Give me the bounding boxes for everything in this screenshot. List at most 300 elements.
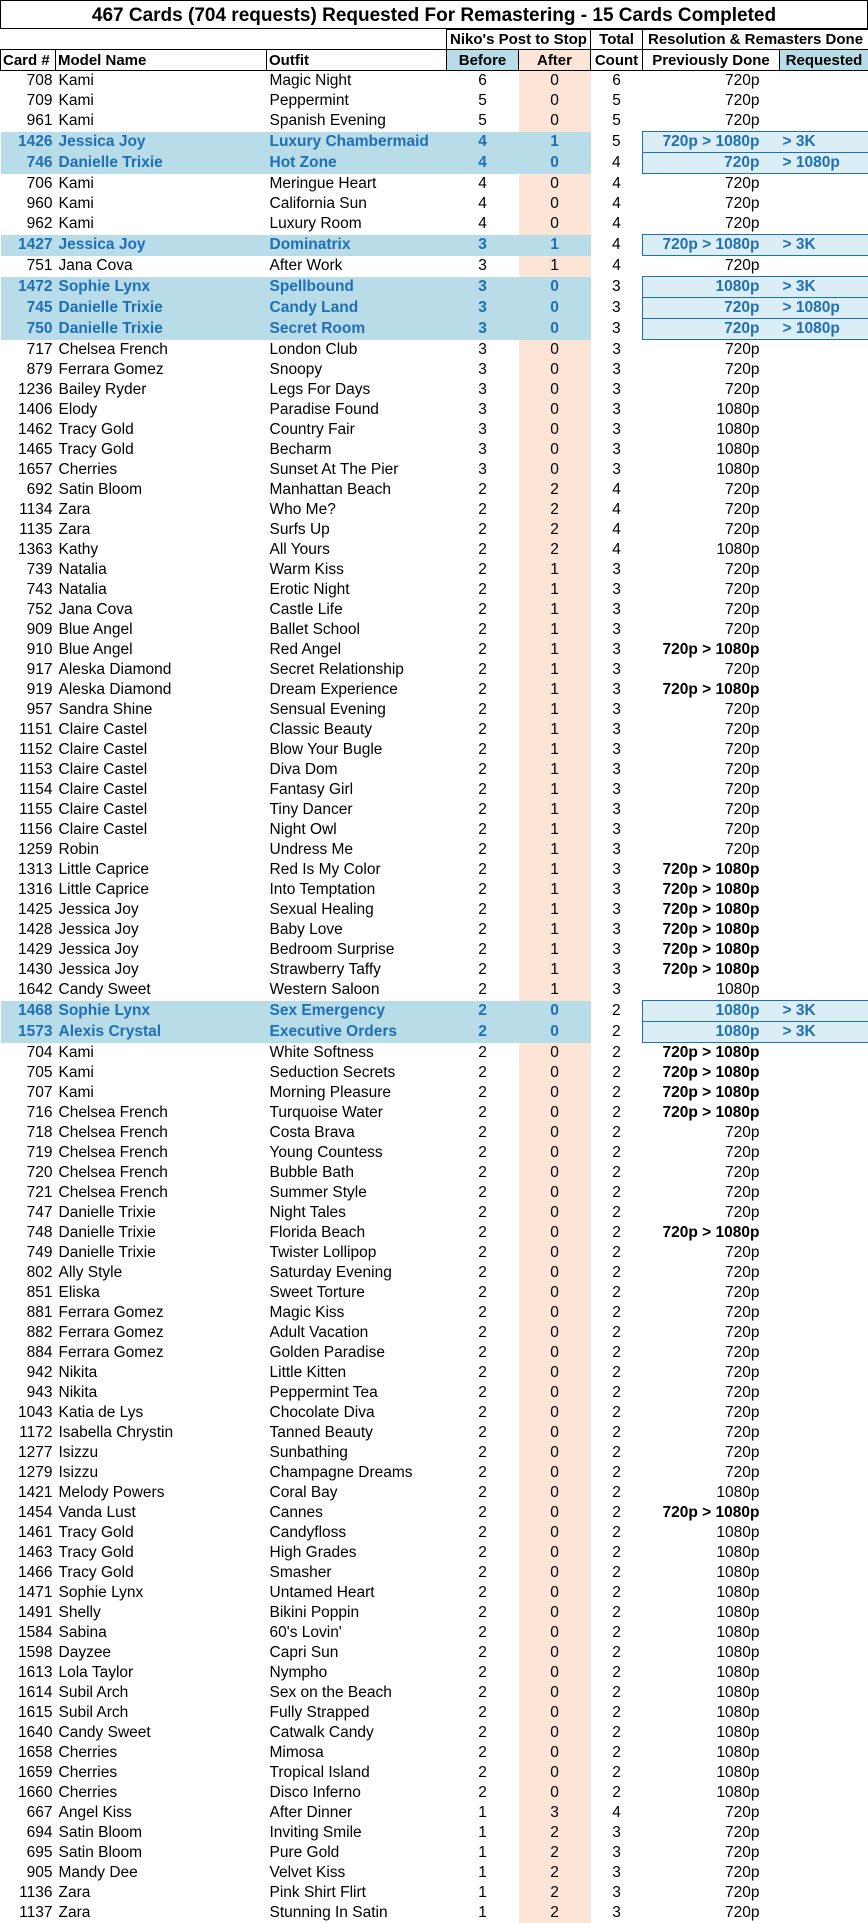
table-row	[1, 480, 868, 500]
total-count-cell: 3	[591, 1863, 643, 1883]
after-count-cell: 0	[519, 1143, 591, 1163]
outfit-cell: Costa Brava	[267, 1123, 447, 1143]
total-count-cell: 3	[591, 960, 643, 980]
requested-cell	[780, 1523, 868, 1543]
previously-done-cell: 1080p	[643, 1643, 780, 1663]
before-count-cell: 2	[447, 680, 519, 700]
outfit-cell: Diva Dom	[267, 760, 447, 780]
model-name-cell: Kami	[56, 1043, 267, 1064]
after-count-cell: 0	[519, 319, 591, 340]
before-count-cell: 2	[447, 940, 519, 960]
previously-done-cell: 720p	[643, 1243, 780, 1263]
before-count-cell: 3	[447, 400, 519, 420]
table-row	[1, 1022, 868, 1043]
table-row	[1, 1783, 868, 1803]
total-count-cell: 2	[591, 1383, 643, 1403]
before-count-cell: 2	[447, 520, 519, 540]
previously-done-cell: 720p	[643, 1383, 780, 1403]
before-count-cell: 2	[447, 1123, 519, 1143]
total-count-cell: 2	[591, 1001, 643, 1022]
model-name-cell: Satin Bloom	[56, 1823, 267, 1843]
total-count-cell: 3	[591, 720, 643, 740]
model-name-cell: Bailey Ryder	[56, 380, 267, 400]
model-name-cell: Kami	[56, 194, 267, 214]
outfit-cell: Bedroom Surprise	[267, 940, 447, 960]
card-number-cell: 1461	[1, 1523, 56, 1543]
after-count-cell: 2	[519, 1903, 591, 1923]
model-name-cell: Aleska Diamond	[56, 680, 267, 700]
model-name-cell: Kami	[56, 111, 267, 132]
previously-done-cell: 720p > 1080p	[643, 680, 780, 700]
previously-done-cell: 720p	[643, 153, 780, 174]
card-number-cell: 1406	[1, 400, 56, 420]
model-name-cell: Ferrara Gomez	[56, 1303, 267, 1323]
table-row	[1, 1423, 868, 1443]
previously-done-cell: 720p	[643, 1303, 780, 1323]
table-row	[1, 214, 868, 235]
outfit-cell: Candy Land	[267, 298, 447, 319]
previously-done-cell: 720p	[643, 1263, 780, 1283]
total-count-cell: 2	[591, 1603, 643, 1623]
outfit-cell: All Yours	[267, 540, 447, 560]
outfit-cell: Golden Paradise	[267, 1343, 447, 1363]
card-number-cell: 1657	[1, 460, 56, 480]
outfit-cell: Who Me?	[267, 500, 447, 520]
after-count-cell: 0	[519, 1763, 591, 1783]
outfit-cell: Ballet School	[267, 620, 447, 640]
requested-cell	[780, 1203, 868, 1223]
after-count-cell: 1	[519, 620, 591, 640]
before-count-cell: 4	[447, 132, 519, 153]
card-number-cell: 960	[1, 194, 56, 214]
previously-done-cell: 720p > 1080p	[643, 640, 780, 660]
previously-done-cell: 1080p	[643, 400, 780, 420]
outfit-cell: Champagne Dreams	[267, 1463, 447, 1483]
after-count-cell: 1	[519, 800, 591, 820]
model-name-cell: Jessica Joy	[56, 920, 267, 940]
model-name-cell: Sophie Lynx	[56, 1001, 267, 1022]
before-count-cell: 6	[447, 71, 519, 92]
model-name-cell: Katia de Lys	[56, 1403, 267, 1423]
total-group-header: Total	[591, 30, 643, 50]
previously-done-cell: 720p	[643, 820, 780, 840]
card-number-cell: 1172	[1, 1423, 56, 1443]
requested-cell	[780, 1903, 868, 1923]
total-count-cell: 2	[591, 1463, 643, 1483]
table-row	[1, 920, 868, 940]
model-name-cell: Blue Angel	[56, 640, 267, 660]
previously-done-cell: 720p	[643, 760, 780, 780]
before-count-cell: 2	[447, 580, 519, 600]
requested-cell: > 3K	[780, 277, 868, 298]
total-count-cell: 3	[591, 600, 643, 620]
requested-cell	[780, 1123, 868, 1143]
after-count-cell: 1	[519, 960, 591, 980]
after-count-cell: 0	[519, 1743, 591, 1763]
total-count-cell: 4	[591, 256, 643, 277]
before-count-cell: 2	[447, 700, 519, 720]
before-count-cell: 2	[447, 1183, 519, 1203]
model-name-cell: Little Caprice	[56, 880, 267, 900]
total-count-cell: 5	[591, 111, 643, 132]
card-number-cell: 802	[1, 1263, 56, 1283]
after-count-cell: 1	[519, 580, 591, 600]
outfit-cell: California Sun	[267, 194, 447, 214]
table-row	[1, 460, 868, 480]
requested-cell	[780, 580, 868, 600]
model-name-cell: Eliska	[56, 1283, 267, 1303]
before-count-cell: 2	[447, 1083, 519, 1103]
previously-done-cell: 720p	[643, 1323, 780, 1343]
outfit-cell: Pink Shirt Flirt	[267, 1883, 447, 1903]
before-count-cell: 2	[447, 660, 519, 680]
model-name-cell: Tracy Gold	[56, 440, 267, 460]
card-number-cell: 748	[1, 1223, 56, 1243]
total-count-cell: 4	[591, 214, 643, 235]
table-row	[1, 1383, 868, 1403]
after-count-cell: 0	[519, 1203, 591, 1223]
total-count-cell: 3	[591, 980, 643, 1001]
previously-done-cell: 1080p	[643, 1663, 780, 1683]
table-row	[1, 1883, 868, 1903]
card-number-cell: 1134	[1, 500, 56, 520]
before-count-cell: 2	[447, 1203, 519, 1223]
outfit-cell: Twister Lollipop	[267, 1243, 447, 1263]
card-number-cell: 1426	[1, 132, 56, 153]
card-number-cell: 1428	[1, 920, 56, 940]
model-name-cell: Kami	[56, 214, 267, 235]
total-count-cell: 3	[591, 1883, 643, 1903]
after-count-cell: 1	[519, 900, 591, 920]
requested-cell: > 3K	[780, 235, 868, 256]
card-number-cell: 1152	[1, 740, 56, 760]
table-row	[1, 1243, 868, 1263]
total-count-cell: 3	[591, 860, 643, 880]
before-count-cell: 3	[447, 277, 519, 298]
table-row	[1, 91, 868, 111]
table-row	[1, 700, 868, 720]
before-count-cell: 2	[447, 1343, 519, 1363]
table-row	[1, 1723, 868, 1743]
total-count-cell: 2	[591, 1123, 643, 1143]
total-count-cell: 2	[591, 1083, 643, 1103]
model-name-cell: Sandra Shine	[56, 700, 267, 720]
requested-cell	[780, 1283, 868, 1303]
before-count-cell: 2	[447, 1463, 519, 1483]
total-count-cell: 2	[591, 1743, 643, 1763]
card-number-cell: 1277	[1, 1443, 56, 1463]
after-count-cell: 0	[519, 1423, 591, 1443]
previously-done-cell: 720p	[643, 700, 780, 720]
outfit-cell: Adult Vacation	[267, 1323, 447, 1343]
model-name-cell: Jessica Joy	[56, 132, 267, 153]
after-count-cell: 0	[519, 1583, 591, 1603]
requested-cell	[780, 1783, 868, 1803]
outfit-cell: Sex Emergency	[267, 1001, 447, 1022]
after-count-cell: 1	[519, 920, 591, 940]
previously-done-cell: 720p > 1080p	[643, 940, 780, 960]
table-row	[1, 660, 868, 680]
after-count-cell: 0	[519, 1183, 591, 1203]
model-name-cell: Claire Castel	[56, 800, 267, 820]
before-count-cell: 2	[447, 740, 519, 760]
after-count-cell: 0	[519, 380, 591, 400]
total-count-cell: 2	[591, 1283, 643, 1303]
outfit-cell: Disco Inferno	[267, 1783, 447, 1803]
model-name-cell: Danielle Trixie	[56, 1203, 267, 1223]
requested-cell	[780, 840, 868, 860]
before-count-cell: 2	[447, 1283, 519, 1303]
model-name-cell: Ferrara Gomez	[56, 1323, 267, 1343]
after-count-cell: 0	[519, 1063, 591, 1083]
requested-cell	[780, 1143, 868, 1163]
previously-done-cell: 720p	[643, 214, 780, 235]
after-count-cell: 0	[519, 1343, 591, 1363]
requested-cell	[780, 420, 868, 440]
model-name-cell: Isabella Chrystin	[56, 1423, 267, 1443]
outfit-cell: Secret Room	[267, 319, 447, 340]
requested-cell: > 1080p	[780, 153, 868, 174]
before-count-cell: 2	[447, 1483, 519, 1503]
card-number-cell: 1155	[1, 800, 56, 820]
table-row	[1, 340, 868, 361]
outfit-cell: Magic Night	[267, 71, 447, 92]
model-name-cell: Isizzu	[56, 1443, 267, 1463]
remaster-table	[0, 29, 868, 1923]
before-count-cell: 4	[447, 153, 519, 174]
model-name-cell: Cherries	[56, 1783, 267, 1803]
table-row	[1, 1183, 868, 1203]
previously-done-cell: 720p	[643, 580, 780, 600]
total-count-cell: 3	[591, 780, 643, 800]
model-name-cell: Claire Castel	[56, 760, 267, 780]
outfit-cell: Snoopy	[267, 360, 447, 380]
before-count-cell: 2	[447, 1443, 519, 1463]
after-count-cell: 0	[519, 1123, 591, 1143]
total-count-cell: 4	[591, 1803, 643, 1823]
model-name-cell: Zara	[56, 520, 267, 540]
total-count-cell: 2	[591, 1303, 643, 1323]
before-count-cell: 1	[447, 1863, 519, 1883]
model-name-cell: Danielle Trixie	[56, 319, 267, 340]
total-count-cell: 3	[591, 460, 643, 480]
previously-done-cell: 1080p	[643, 1001, 780, 1022]
model-name-cell: Chelsea French	[56, 340, 267, 361]
previously-done-cell: 720p	[643, 660, 780, 680]
before-count-cell: 2	[447, 1663, 519, 1683]
table-row	[1, 1903, 868, 1923]
outfit-cell: Dominatrix	[267, 235, 447, 256]
outfit-cell: White Softness	[267, 1043, 447, 1064]
outfit-cell: Sexual Healing	[267, 900, 447, 920]
model-name-cell: Kami	[56, 91, 267, 111]
card-number-cell: 910	[1, 640, 56, 660]
after-count-cell: 1	[519, 780, 591, 800]
before-count-cell: 3	[447, 319, 519, 340]
table-row	[1, 640, 868, 660]
requested-cell	[780, 1803, 868, 1823]
model-name-cell: Mandy Dee	[56, 1863, 267, 1883]
previously-done-cell: 1080p	[643, 420, 780, 440]
outfit-cell: High Grades	[267, 1543, 447, 1563]
requested-cell	[780, 1103, 868, 1123]
outfit-cell: Morning Pleasure	[267, 1083, 447, 1103]
table-row	[1, 1323, 868, 1343]
before-count-cell: 2	[447, 1703, 519, 1723]
outfit-cell: Executive Orders	[267, 1022, 447, 1043]
previously-done-cell: 720p	[643, 1823, 780, 1843]
after-count-cell: 2	[519, 480, 591, 500]
outfit-cell: Chocolate Diva	[267, 1403, 447, 1423]
table-row	[1, 256, 868, 277]
table-row	[1, 840, 868, 860]
table-row	[1, 1483, 868, 1503]
model-name-cell: Vanda Lust	[56, 1503, 267, 1523]
previously-done-cell: 720p	[643, 340, 780, 361]
requested-cell	[780, 360, 868, 380]
total-count-cell: 3	[591, 580, 643, 600]
total-count-cell: 3	[591, 440, 643, 460]
table-row	[1, 720, 868, 740]
total-count-cell: 2	[591, 1643, 643, 1663]
outfit-cell: Tropical Island	[267, 1763, 447, 1783]
outfit-cell: Fantasy Girl	[267, 780, 447, 800]
after-count-cell: 0	[519, 153, 591, 174]
after-count-cell: 0	[519, 1223, 591, 1243]
total-count-cell: 2	[591, 1043, 643, 1064]
previously-done-cell: 720p	[643, 560, 780, 580]
outfit-cell: Sensual Evening	[267, 700, 447, 720]
total-count-cell: 4	[591, 500, 643, 520]
count-header: Count	[591, 50, 643, 71]
total-count-cell: 3	[591, 1843, 643, 1863]
previously-done-cell: 720p	[643, 319, 780, 340]
after-count-cell: 0	[519, 214, 591, 235]
after-count-cell: 0	[519, 1703, 591, 1723]
model-name-cell: Kami	[56, 71, 267, 92]
total-count-cell: 3	[591, 880, 643, 900]
before-count-cell: 2	[447, 1603, 519, 1623]
total-count-cell: 3	[591, 1903, 643, 1923]
after-count-cell: 0	[519, 298, 591, 319]
card-number-cell: 1153	[1, 760, 56, 780]
before-count-cell: 2	[447, 900, 519, 920]
after-count-cell: 0	[519, 1243, 591, 1263]
table-row	[1, 194, 868, 214]
table-row	[1, 360, 868, 380]
previously-done-cell: 720p	[643, 360, 780, 380]
table-row	[1, 1663, 868, 1683]
outfit-cell: Bikini Poppin	[267, 1603, 447, 1623]
table-row	[1, 520, 868, 540]
after-count-cell: 0	[519, 1083, 591, 1103]
outfit-cell: Luxury Room	[267, 214, 447, 235]
table-row	[1, 1823, 868, 1843]
requested-cell	[780, 1543, 868, 1563]
after-count-cell: 0	[519, 91, 591, 111]
previously-done-cell: 1080p	[643, 1683, 780, 1703]
model-name-cell: Little Caprice	[56, 860, 267, 880]
previously-done-cell: 1080p	[643, 1603, 780, 1623]
card-number-cell: 909	[1, 620, 56, 640]
previously-done-cell: 720p	[643, 174, 780, 195]
model-name-cell: Robin	[56, 840, 267, 860]
card-number-cell: 1471	[1, 1583, 56, 1603]
total-count-cell: 2	[591, 1263, 643, 1283]
outfit-cell: Luxury Chambermaid	[267, 132, 447, 153]
requested-cell	[780, 1083, 868, 1103]
card-number-cell: 739	[1, 560, 56, 580]
previously-done-cell: 1080p	[643, 1543, 780, 1563]
outfit-cell: Night Tales	[267, 1203, 447, 1223]
previously-done-cell: 720p	[643, 1203, 780, 1223]
table-row	[1, 800, 868, 820]
after-count-cell: 2	[519, 500, 591, 520]
requested-cell	[780, 194, 868, 214]
after-count-cell: 0	[519, 1103, 591, 1123]
model-name-cell: Alexis Crystal	[56, 1022, 267, 1043]
after-count-cell: 1	[519, 860, 591, 880]
total-count-cell: 3	[591, 800, 643, 820]
card-number-cell: 1598	[1, 1643, 56, 1663]
card-number-cell: 1136	[1, 1883, 56, 1903]
table-row	[1, 1063, 868, 1083]
after-count-cell: 1	[519, 680, 591, 700]
outfit-cell: Western Saloon	[267, 980, 447, 1001]
model-name-cell: Jessica Joy	[56, 960, 267, 980]
table-row	[1, 580, 868, 600]
card-number-cell: 708	[1, 71, 56, 92]
requested-cell	[780, 740, 868, 760]
total-count-cell: 2	[591, 1223, 643, 1243]
table-row	[1, 1503, 868, 1523]
before-count-cell: 2	[447, 620, 519, 640]
outfit-cell: Smasher	[267, 1563, 447, 1583]
after-count-cell: 1	[519, 840, 591, 860]
previously-done-cell: 720p	[643, 1903, 780, 1923]
previously-done-cell: 1080p	[643, 1483, 780, 1503]
total-count-cell: 2	[591, 1403, 643, 1423]
outfit-cell: Manhattan Beach	[267, 480, 447, 500]
outfit-cell: Bubble Bath	[267, 1163, 447, 1183]
total-count-cell: 3	[591, 740, 643, 760]
before-count-cell: 2	[447, 1763, 519, 1783]
table-row	[1, 860, 868, 880]
previously-done-cell: 720p	[643, 1883, 780, 1903]
model-name-cell: Sophie Lynx	[56, 1583, 267, 1603]
before-count-cell: 3	[447, 340, 519, 361]
previously-done-cell: 720p	[643, 500, 780, 520]
total-count-cell: 2	[591, 1543, 643, 1563]
before-count-cell: 4	[447, 214, 519, 235]
table-row	[1, 540, 868, 560]
previously-done-cell: 720p > 1080p	[643, 1063, 780, 1083]
model-name-cell: Nikita	[56, 1363, 267, 1383]
card-number-cell: 1279	[1, 1463, 56, 1483]
card-number-cell: 1462	[1, 420, 56, 440]
card-number-cell: 905	[1, 1863, 56, 1883]
total-count-cell: 3	[591, 298, 643, 319]
model-name-cell: Claire Castel	[56, 820, 267, 840]
previously-done-cell: 1080p	[643, 540, 780, 560]
previously-done-cell: 720p	[643, 1363, 780, 1383]
before-count-cell: 2	[447, 1523, 519, 1543]
total-count-cell: 3	[591, 640, 643, 660]
table-row	[1, 1043, 868, 1064]
model-name-cell: Zara	[56, 1883, 267, 1903]
requested-cell	[780, 800, 868, 820]
before-count-cell: 2	[447, 1723, 519, 1743]
